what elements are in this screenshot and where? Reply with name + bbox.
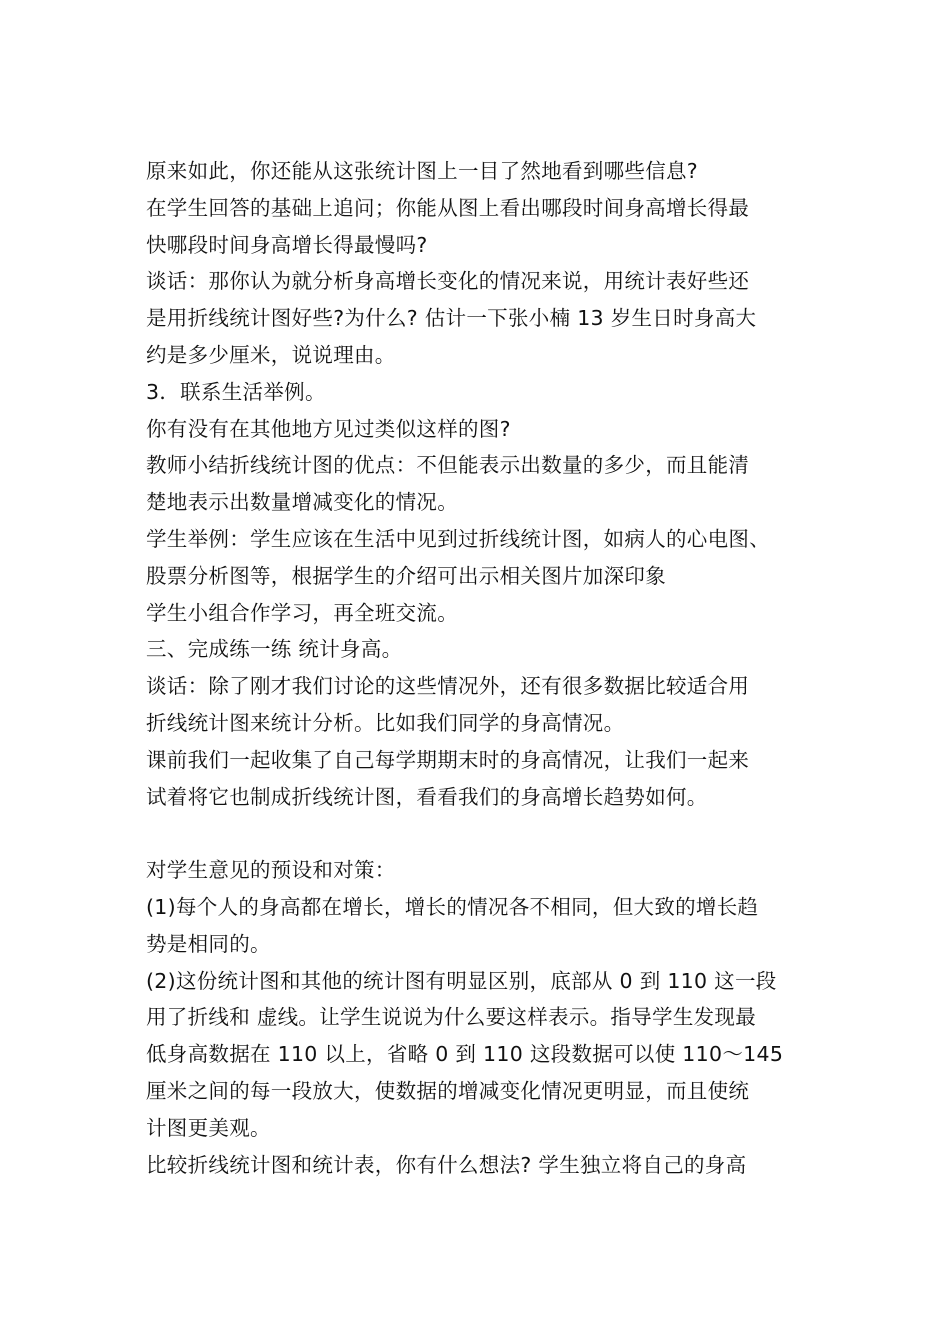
text-line: 谈话：除了刚才我们讨论的这些情况外，还有很多数据比较适合用 <box>146 674 750 699</box>
text-line: 你有没有在其他地方见过类似这样的图? <box>146 416 511 441</box>
text-line: 厘米之间的每一段放大，使数据的增减变化情况更明显，而且使统 <box>146 1078 750 1103</box>
text-line: 原来如此，你还能从这张统计图上一目了然地看到哪些信息? <box>146 159 698 183</box>
text-line: 谈话：那你认为就分析身高增长变化的情况来说，用统计表好些还 <box>146 269 750 294</box>
text-line: 3．联系生活举例。 <box>146 379 326 404</box>
text-line: (2)这份统计图和其他的统计图有明显区别，底部从 0 到 110 这一段 <box>146 968 777 993</box>
document-body <box>146 153 826 1183</box>
text-line: 学生举例：学生应该在生活中见到过折线统计图，如病人的心电图、 <box>146 526 770 551</box>
text-line: 计图更美观。 <box>146 1115 271 1140</box>
text-line: 快哪段时间身高增长得最慢吗? <box>146 232 428 257</box>
text-line: 股票分析图等，根据学生的介绍可出示相关图片加深印象 <box>146 563 666 588</box>
text-line: 约是多少厘米，说说理由。 <box>146 342 396 367</box>
text-line: 三、完成练一练 统计身高。 <box>146 637 403 662</box>
text-line: 低身高数据在 110 以上，省略 0 到 110 这段数据可以使 110～145 <box>146 1042 784 1067</box>
text-line: 比较折线统计图和统计表，你有什么想法? 学生独立将自己的身高 <box>146 1152 747 1177</box>
text-line: 学生小组合作学习，再全班交流。 <box>146 600 458 625</box>
text-line: 对学生意见的预设和对策： <box>146 858 396 883</box>
text-line: 在学生回答的基础上追问；你能从图上看出哪段时间身高增长得最 <box>146 195 750 220</box>
text-line: 试着将它也制成折线统计图，看看我们的身高增长趋势如何。 <box>146 784 708 809</box>
text-line: 楚地表示出数量增减变化的情况。 <box>146 490 458 515</box>
text-line: 用了折线和 虚线。让学生说说为什么要这样表示。指导学生发现最 <box>146 1005 757 1030</box>
text-line: 课前我们一起收集了自己每学期期末时的身高情况，让我们一起来 <box>146 747 750 772</box>
text-line: 势是相同的。 <box>146 931 271 956</box>
text-line: 教师小结折线统计图的优点：不但能表示出数量的多少，而且能清 <box>146 453 750 478</box>
text-line: (1)每个人的身高都在增长，增长的情况各不相同，但大致的增长趋 <box>146 894 759 919</box>
text-line <box>146 815 826 852</box>
text-line: 是用折线统计图好些?为什么? 估计一下张小楠 13 岁生日时身高大 <box>146 306 757 331</box>
text-line: 折线统计图来统计分析。比如我们同学的身高情况。 <box>146 710 625 735</box>
